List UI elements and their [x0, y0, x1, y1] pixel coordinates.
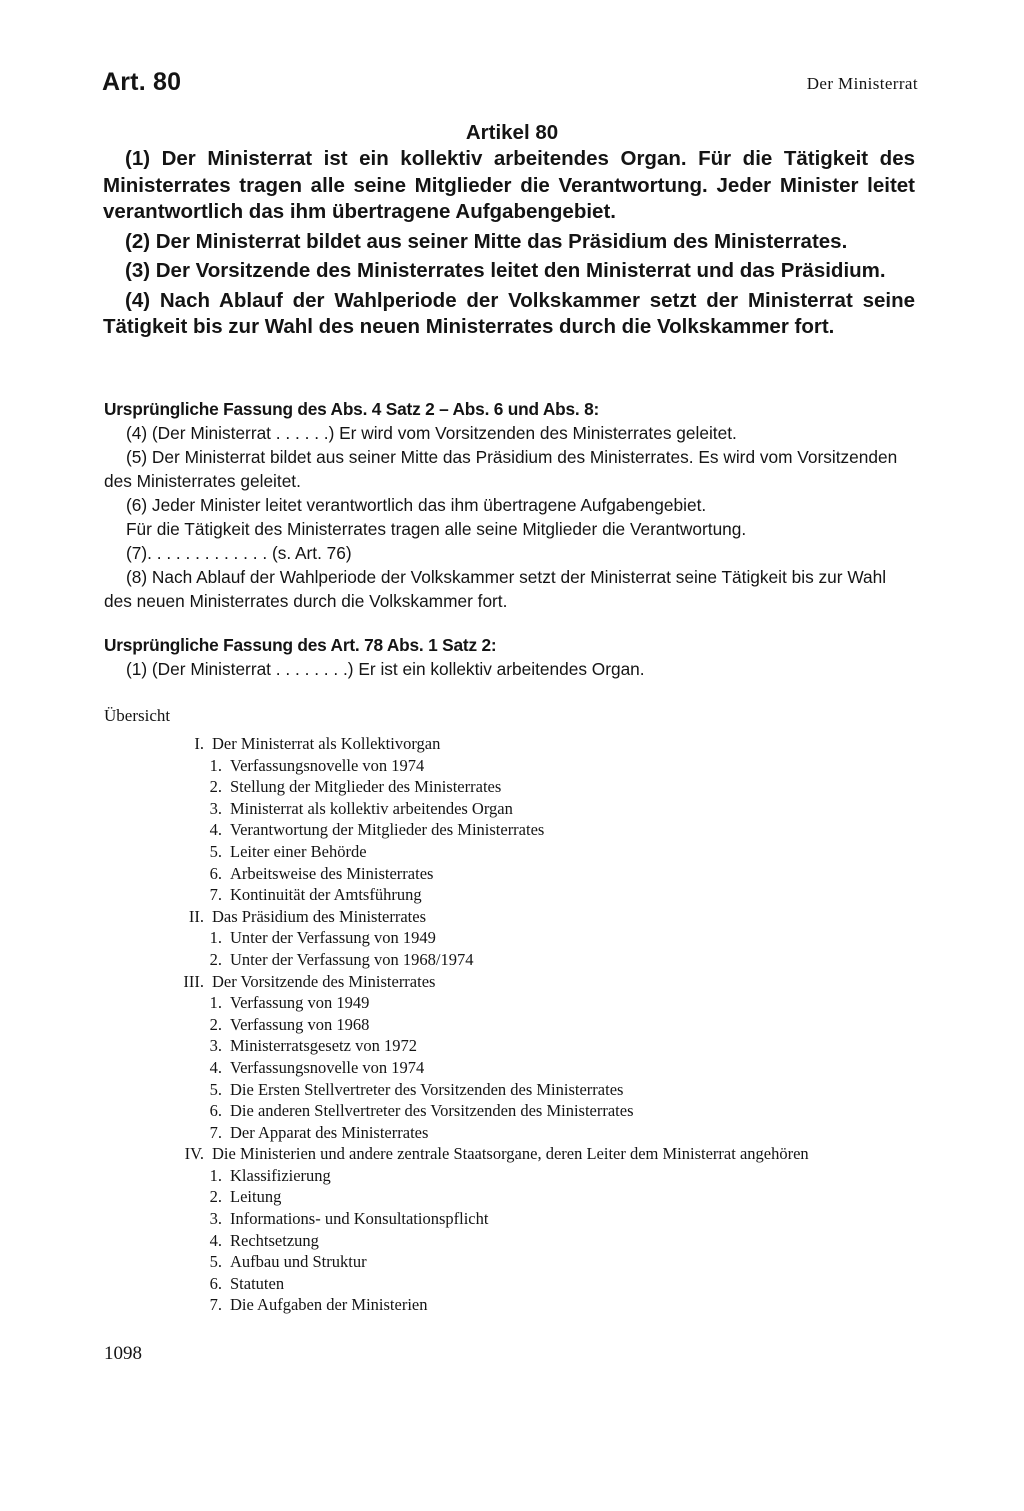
original-version-line: (7). . . . . . . . . . . . . (s. Art. 76): [126, 543, 352, 563]
overview-item: [0, 992, 1024, 1014]
overview-item: [0, 1273, 1024, 1295]
original-version-line: (6) Jeder Minister leitet verantwortlich das ihm übertragene Aufgabengebiet.: [126, 495, 707, 515]
overview-text: Der Ministerrat als Kollektivorgan: [212, 734, 441, 753]
overview-number: 2.: [209, 1187, 222, 1207]
article-title: Artikel 80: [465, 121, 559, 144]
overview-number: 4.: [209, 1230, 222, 1250]
overview-text: Leitung: [230, 1187, 282, 1207]
overview-number: IV.: [184, 1144, 204, 1164]
overview-number: 6.: [209, 1273, 222, 1293]
overview-text: Verfassung von 1949: [230, 993, 370, 1013]
overview-number: 1.: [209, 993, 222, 1013]
overview-number: 3.: [209, 1209, 222, 1229]
overview-number: III.: [183, 971, 204, 991]
overview-text: Die Aufgaben der Ministerien: [230, 1295, 428, 1315]
overview-item: [0, 1294, 1024, 1316]
overview-text: Unter der Verfassung von 1949: [230, 928, 436, 948]
overview-item: [0, 1230, 1024, 1252]
article-paragraph-4: (4) Nach Ablauf der Wahlperiode der Volkskammer setzt der Ministerrat seine Tätigkeit bis zur Wahl des neuen Ministerrates durch die Volkskammer fort.: [103, 288, 915, 338]
overview-number: 4.: [209, 1057, 222, 1077]
overview-text: Aufbau und Struktur: [230, 1252, 367, 1272]
overview-text: Verfassungsnovelle von 1974: [230, 1057, 425, 1077]
overview-number: 2.: [209, 1014, 222, 1034]
original-version-block-2: [104, 633, 916, 681]
running-header-section: Der Ministerrat: [806, 74, 918, 93]
overview-item: [0, 1035, 1024, 1057]
overview-number: II.: [188, 906, 204, 926]
overview-item: [0, 776, 1024, 798]
overview-text: Stellung der Mitglieder des Ministerrates: [230, 777, 502, 797]
overview-item: [0, 841, 1024, 863]
overview-number: 1.: [209, 755, 222, 775]
original-version-line: (8) Nach Ablauf der Wahlperiode der Volkskammer setzt der Ministerrat seine Tätigkeit bis zur Wahl des neuen Ministerrates durch die Volkskammer fort.: [104, 567, 887, 611]
overview-text: Die anderen Stellvertreter des Vorsitzenden des Ministerrates: [230, 1101, 634, 1121]
overview-item: [0, 884, 1024, 906]
original-version-line: (1) (Der Ministerrat . . . . . . . .) Er ist ein kollektiv arbeitendes Organ.: [126, 659, 645, 679]
overview-item: [0, 1208, 1024, 1230]
overview-text: Die Ersten Stellvertreter des Vorsitzenden des Ministerrates: [230, 1079, 624, 1099]
original-version-line: Für die Tätigkeit des Ministerrates tragen alle seine Mitglieder die Verantwortung.: [126, 519, 747, 539]
original-version-line: (5) Der Ministerrat bildet aus seiner Mitte das Präsidium des Ministerrates. Es wird vom Vorsitzenden des Ministerrates geleitet.: [104, 447, 898, 491]
overview-text: Statuten: [230, 1273, 285, 1293]
overview-number: 7.: [209, 1295, 222, 1315]
running-header-article: Art. 80: [102, 68, 182, 96]
overview-number: 1.: [209, 1165, 222, 1185]
overview-section: [0, 971, 1024, 993]
overview-section: [0, 733, 1024, 755]
overview-text: Der Apparat des Ministerrates: [230, 1122, 429, 1142]
overview-text: Informations- und Konsultationspflicht: [230, 1209, 489, 1229]
overview-list: [0, 733, 1024, 1316]
overview-text: Arbeitsweise des Ministerrates: [230, 863, 434, 883]
overview-number: 7.: [209, 885, 222, 905]
original-version-heading: Ursprüngliche Fassung des Art. 78 Abs. 1 Satz 2:: [104, 635, 497, 655]
overview-item: [0, 1100, 1024, 1122]
overview-item: [0, 819, 1024, 841]
overview-number: I.: [194, 734, 204, 753]
overview-number: 3.: [209, 1036, 222, 1056]
overview-text: Der Vorsitzende des Ministerrates: [212, 971, 436, 991]
overview-number: 6.: [209, 1101, 222, 1121]
overview-item: [0, 1186, 1024, 1208]
overview-number: 3.: [209, 798, 222, 818]
overview-text: Kontinuität der Amtsführung: [230, 885, 422, 905]
overview-number: 5.: [209, 1079, 222, 1099]
overview-number: 4.: [209, 820, 222, 840]
overview-item: [0, 1079, 1024, 1101]
overview-text: Klassifizierung: [230, 1165, 331, 1185]
overview-text: Rechtsetzung: [230, 1230, 319, 1250]
overview-number: 2.: [209, 777, 222, 797]
overview-text: Ministerratsgesetz von 1972: [230, 1036, 417, 1056]
overview-item: [0, 1057, 1024, 1079]
overview-number: 2.: [209, 949, 222, 969]
overview-title: Übersicht: [104, 706, 171, 725]
article-paragraph-2: (2) Der Ministerrat bildet aus seiner Mitte das Präsidium des Ministerrates.: [125, 229, 848, 253]
overview-item: [0, 798, 1024, 820]
page-number: 1098: [104, 1343, 142, 1364]
overview-item: [0, 1122, 1024, 1144]
overview-item: [0, 1251, 1024, 1273]
overview-number: 1.: [209, 928, 222, 948]
overview-item: [0, 1014, 1024, 1036]
overview-text: Verfassung von 1968: [230, 1014, 370, 1034]
article-text: [103, 146, 915, 341]
article-paragraph-3: (3) Der Vorsitzende des Ministerrates leitet den Ministerrat und das Präsidium.: [125, 259, 886, 282]
overview-item: [0, 949, 1024, 971]
overview-text: Ministerrat als kollektiv arbeitendes Organ: [230, 798, 513, 818]
overview-number: 7.: [209, 1122, 222, 1142]
article-paragraph-1: (1) Der Ministerrat ist ein kollektiv arbeitendes Organ. Für die Tätigkeit des Ministerrates tragen alle seine Mitglieder die Verantwortung. Jeder Minister leitet verantwortlich das ihm übertragene Aufgabengebiet.: [103, 147, 915, 223]
overview-text: Verantwortung der Mitglieder des Ministerrates: [230, 820, 545, 840]
overview-item: [0, 927, 1024, 949]
original-version-block-1: [104, 397, 916, 613]
overview-item: [0, 755, 1024, 777]
original-version-heading: Ursprüngliche Fassung des Abs. 4 Satz 2 – Abs. 6 und Abs. 8:: [104, 399, 600, 419]
overview-text: Das Präsidium des Ministerrates: [212, 906, 427, 926]
overview-item: [0, 1165, 1024, 1187]
overview-text: Leiter einer Behörde: [230, 841, 367, 861]
overview-text: Verfassungsnovelle von 1974: [230, 755, 425, 775]
overview-text: Die Ministerien und andere zentrale Staatsorgane, deren Leiter dem Ministerrat angehören: [212, 1144, 809, 1164]
overview-section: [0, 1143, 1024, 1165]
overview-text: Unter der Verfassung von 1968/1974: [230, 949, 474, 969]
overview-item: [0, 863, 1024, 885]
overview-number: 5.: [209, 841, 222, 861]
overview-section: [0, 906, 1024, 928]
overview-number: 5.: [209, 1252, 222, 1272]
original-version-line: (4) (Der Ministerrat . . . . . .) Er wird vom Vorsitzenden des Ministerrates geleitet.: [126, 423, 737, 443]
overview-number: 6.: [209, 863, 222, 883]
